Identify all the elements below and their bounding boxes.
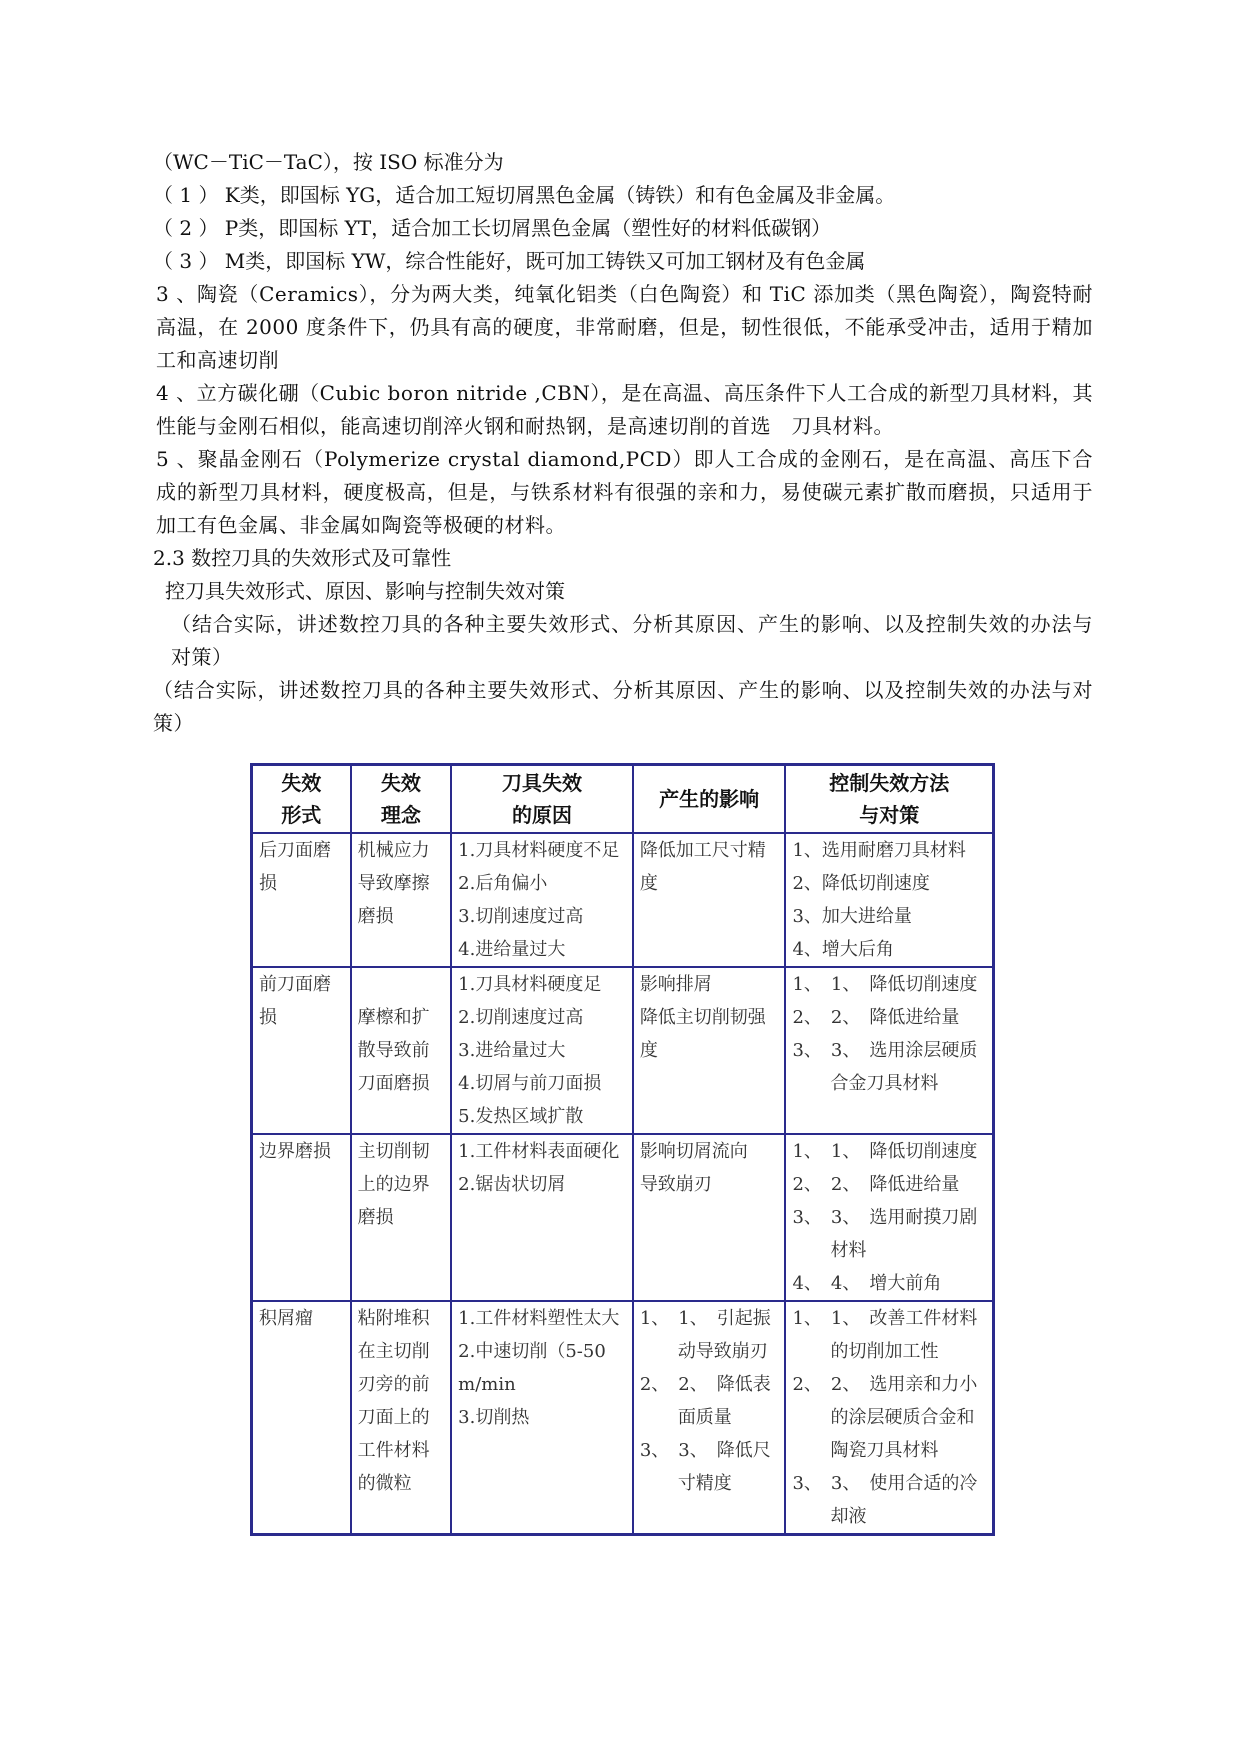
- cell-measures: [785, 1301, 993, 1535]
- cause-item: 1.工件材料表面硬化: [458, 1141, 620, 1162]
- measure-item: 1、 1、 降低切削速度: [792, 974, 978, 995]
- header-text: 失效 理念: [380, 771, 421, 827]
- failure-table: [250, 763, 995, 1536]
- header-measures: [785, 765, 993, 834]
- cell-causes: [451, 833, 633, 967]
- measure-item: 3、 3、 选用涂层硬质合金刀具材料: [792, 1040, 978, 1094]
- measure-item: 3、 3、 使用合适的冷却液: [792, 1473, 978, 1527]
- header-text: 刀具失效 的原因: [501, 771, 582, 827]
- effect-item: 影响排屑: [639, 974, 712, 995]
- cell-causes: [451, 967, 633, 1134]
- cause-item: 3.切削热: [458, 1407, 530, 1428]
- measure-item: 1、 1、 降低切削速度: [792, 1141, 978, 1162]
- paragraph: 3 、陶瓷（Ceramics），分为两大类，纯氧化铝类（白色陶瓷）和 TiC 添加类（黑色陶瓷），陶瓷特耐高温，在 2000 度条件下，仍具有高的硬度，非常耐磨，但是，韧性很低，不能承受冲击，适用于精加工和高速切削: [156, 282, 1093, 372]
- header-concept: [351, 765, 452, 834]
- cell-concept: 机械应力导致摩擦磨损: [351, 833, 452, 967]
- table-row: [252, 967, 994, 1134]
- header-text: 控制失效方法 与对策: [829, 771, 950, 827]
- cell-effects: [633, 1134, 786, 1301]
- header-text: 产生的影响: [659, 787, 760, 811]
- cell-causes: [451, 1301, 633, 1535]
- cause-item: 1.刀具材料硬度不足: [458, 840, 620, 861]
- cause-item: 2.切削速度过高: [458, 1007, 584, 1028]
- measure-item: 2、 2、 降低进给量: [792, 1007, 960, 1028]
- table-row: [252, 1134, 994, 1301]
- measure-item: 2、 2、 选用亲和力小的涂层硬质合金和陶瓷刀具材料: [792, 1374, 978, 1461]
- cause-item: 1.工件材料塑性太大: [458, 1308, 620, 1329]
- measure-item: 2、 2、 降低进给量: [792, 1174, 960, 1195]
- cause-item: 1.刀具材料硬度足: [458, 974, 602, 995]
- cell-measures: [785, 1134, 993, 1301]
- cause-item: 5.发热区域扩散: [458, 1106, 584, 1127]
- concept-text: 摩檫和扩散导致前刀面磨损: [357, 1007, 430, 1094]
- cell-spacer: [358, 968, 445, 1001]
- header-causes: [451, 765, 633, 834]
- effect-item: 导致崩刃: [639, 1174, 712, 1195]
- cause-item: 3.切削速度过高: [458, 906, 584, 927]
- cell-effects: [633, 1301, 786, 1535]
- cause-item: 4.切屑与前刀面损: [458, 1073, 602, 1094]
- effect-item: 1、 1、 引起振动导致崩刃: [639, 1308, 771, 1362]
- cell-measures: [785, 833, 993, 967]
- paragraph: 5 、聚晶金刚石（Polymerize crystal diamond,PCD）即人工合成的金刚石，是在高温、高压下合成的新型刀具材料，硬度极高，但是，与铁系材料有很强的亲和力，易使碳元素扩散而磨损，只适用于加工有色金属、非金属如陶瓷等极硬的材料。: [156, 447, 1093, 537]
- cell-form: 积屑瘤: [252, 1301, 351, 1535]
- cell-form: 后刀面磨损: [252, 833, 351, 967]
- effect-item: 降低加工尺寸精度: [639, 840, 766, 894]
- cell-form: 边界磨损: [252, 1134, 351, 1301]
- cause-item: 2.后角偏小: [458, 873, 548, 894]
- measure-item: 3、加大进给量: [792, 906, 912, 927]
- section-heading: 2.3 数控刀具的失效形式及可靠性: [153, 546, 452, 570]
- measure-item: 3、 3、 选用耐摸刀剧材料: [792, 1207, 978, 1261]
- paragraph: （结合实际，讲述数控刀具的各种主要失效形式、分析其原因、产生的影响、以及控制失效的办法与对策）: [153, 678, 1093, 735]
- effect-item: 降低主切削韧强度: [639, 1007, 766, 1061]
- paragraph: （ 3 ） M类，即国标 YW，综合性能好，既可加工铸铁又可加工钢材及有色金属: [153, 249, 866, 273]
- cell-effects: [633, 833, 786, 967]
- table-header-row: [252, 765, 994, 834]
- header-text: 失效 形式: [281, 771, 322, 827]
- cell-concept: 粘附堆积在主切削刃旁的前刀面上的工件材料的微粒: [351, 1301, 452, 1535]
- cell-measures: [785, 967, 993, 1134]
- header-effects: [633, 765, 786, 834]
- effect-item: 影响切屑流向: [639, 1141, 748, 1162]
- cause-item: 4.进给量过大: [458, 939, 566, 960]
- measure-item: 4、增大后角: [792, 939, 894, 960]
- effect-item: 2、 2、 降低表面质量: [639, 1374, 771, 1428]
- body-text: [153, 146, 1093, 740]
- measure-item: 4、 4、 增大前角: [792, 1273, 942, 1294]
- cause-item: 2.锯齿状切屑: [458, 1174, 566, 1195]
- measure-item: 2、降低切削速度: [792, 873, 930, 894]
- cause-item: 3.进给量过大: [458, 1040, 566, 1061]
- paragraph: （ 2 ） P类，即国标 YT，适合加工长切屑黑色金属（塑性好的材料低碳钢）: [153, 216, 832, 240]
- measure-item: 1、选用耐磨刀具材料: [792, 840, 966, 861]
- paragraph: （结合实际，讲述数控刀具的各种主要失效形式、分析其原因、产生的影响、以及控制失效的办法与对策）: [171, 612, 1093, 669]
- paragraph: （WC－TiC－TaC），按 ISO 标准分为: [153, 150, 504, 174]
- cause-item: 2.中速切削（5-50 m/min: [458, 1341, 606, 1395]
- cell-concept: [351, 967, 452, 1134]
- measure-item: 1、 1、 改善工件材料的切削加工性: [792, 1308, 978, 1362]
- effect-item: 3、 3、 降低尺寸精度: [639, 1440, 771, 1494]
- table-row: [252, 833, 994, 967]
- header-form: [252, 765, 351, 834]
- paragraph: （ 1 ） K类，即国标 YG，适合加工短切屑黑色金属（铸铁）和有色金属及非金属。: [153, 183, 896, 207]
- table-row: [252, 1301, 994, 1535]
- cell-concept: 主切削韧上的边界磨损: [351, 1134, 452, 1301]
- cell-causes: [451, 1134, 633, 1301]
- subheading: 控刀具失效形式、原因、影响与控制失效对策: [165, 579, 565, 603]
- paragraph: 4 、立方碳化硼（Cubic boron nitride ,CBN），是在高温、高压条件下人工合成的新型刀具材料，其性能与金刚石相似，能高速切削淬火钢和耐热钢，是高速切削的首选 刀具材料。: [156, 381, 1093, 438]
- cell-effects: [633, 967, 786, 1134]
- cell-form: 前刀面磨损: [252, 967, 351, 1134]
